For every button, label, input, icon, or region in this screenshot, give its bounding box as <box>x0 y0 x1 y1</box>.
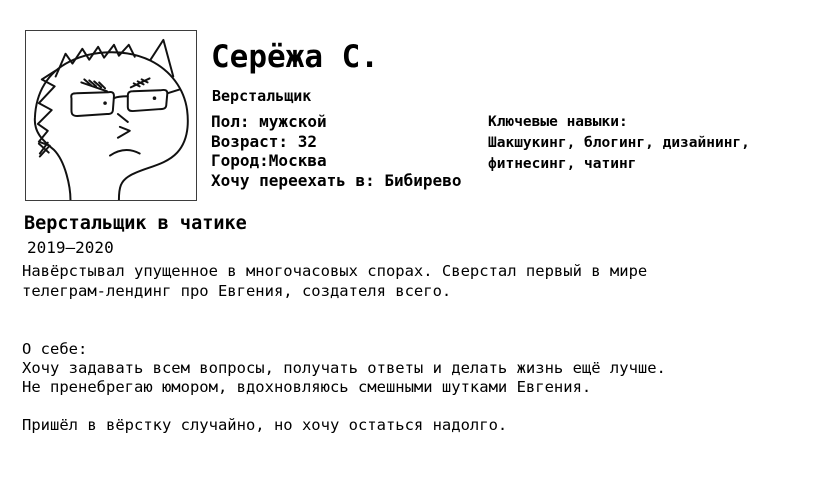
detail-relocation: Хочу переехать в: Бибирево <box>211 170 462 190</box>
about-line: Не пренебрегаю юмором, вдохновляюсь смешными шутками Евгения. <box>22 378 592 396</box>
about-line: Пришёл в вёрстку случайно, но хочу остаться надолго. <box>22 416 508 434</box>
avatar-mouth <box>110 150 140 155</box>
key-skills-list: Шакшукинг, блогинг, дизайнинг, фитнесинг, чатинг <box>488 135 750 172</box>
avatar-head-outline <box>35 52 188 200</box>
key-skills-heading: Ключевые навыки: <box>488 114 628 130</box>
experience-description: Навёрстывал упущенное в многочасовых спорах. Сверстал первый в мире телеграм-лендинг про Евгения, создателя всего. <box>22 262 648 300</box>
about-heading: О себе: <box>22 340 88 358</box>
avatar-eyebrows <box>81 78 149 91</box>
avatar-nose <box>118 114 130 138</box>
key-skills-section <box>488 112 773 175</box>
personal-details <box>211 112 461 190</box>
avatar-pupils <box>103 96 156 104</box>
job-title: Верстальщик <box>212 87 312 105</box>
experience-period: 2019–2020 <box>27 238 114 257</box>
about-spacer <box>22 397 666 416</box>
candidate-name: Серёжа С. <box>211 39 379 75</box>
avatar-frame <box>25 30 197 201</box>
detail-age: Возраст: 32 <box>211 131 317 151</box>
avatar-glasses <box>71 89 180 116</box>
about-section <box>22 340 666 435</box>
detail-gender: Пол: мужской <box>211 112 327 131</box>
avatar-sketch-icon <box>26 31 196 200</box>
experience-heading: Верстальщик в чатике <box>24 213 247 234</box>
detail-city: Город:Москва <box>211 151 327 170</box>
about-line: Хочу задавать всем вопросы, получать ответы и делать жизнь ещё лучше. <box>22 359 666 377</box>
